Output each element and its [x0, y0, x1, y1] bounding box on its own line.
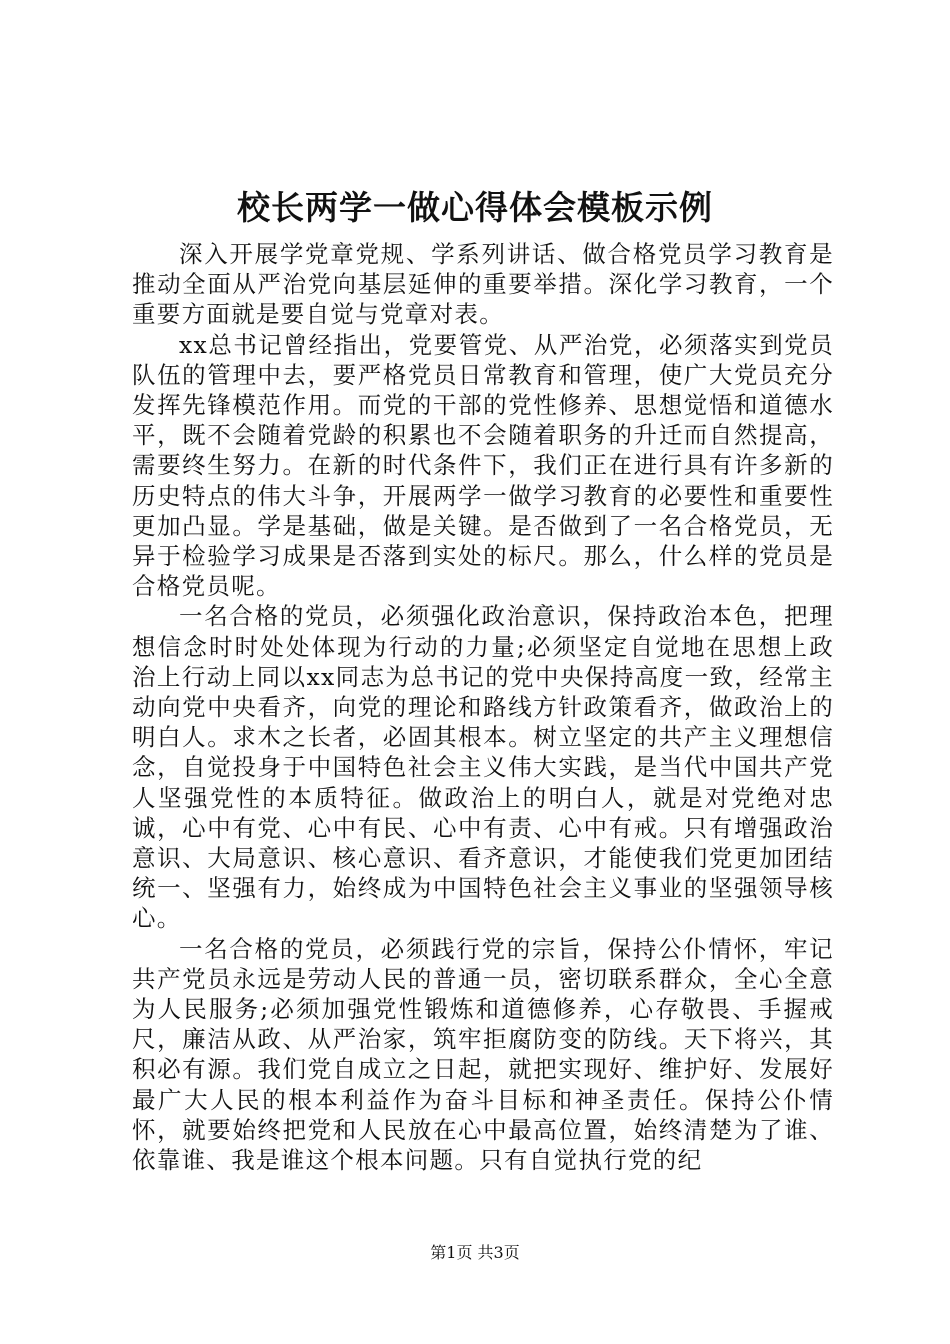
document-body	[132, 239, 834, 1175]
page-number-footer: 第1页 共3页	[430, 1243, 520, 1262]
paragraph: 一名合格的党员，必须践行党的宗旨，保持公仆情怀，牢记共产党员永远是劳动人民的普通一员，密切联系群众，全心全意为人民服务;必须加强党性锻炼和道德修养，心存敬畏、手握戒尺，廉洁从政、从严治家，筑牢拒腐防变的防线。天下将兴，其积必有源。我们党自成立之日起，就把实现好、维护好、发展好最广大人民的根本利益作为奋斗目标和神圣责任。保持公仆情怀，就要始终把党和人民放在心中最高位置，始终清楚为了谁、依靠谁、我是谁这个根本问题。只有自觉执行党的纪	[132, 934, 834, 1175]
paragraph: 深入开展学党章党规、学系列讲话、做合格党员学习教育是推动全面从严治党向基层延伸的重要举措。深化学习教育，一个重要方面就是要自觉与党章对表。	[132, 240, 834, 329]
paragraph: xx总书记曾经指出，党要管党、从严治党，必须落实到党员队伍的管理中去，要严格党员日常教育和管理，使广大党员充分发挥先锋模范作用。而党的干部的党性修养、思想觉悟和道德水平，既不会随着党龄的积累也不会随着职务的升迁而自然提高，需要终生努力。在新的时代条件下，我们正在进行具有许多新的历史特点的伟大斗争，开展两学一做学习教育的必要性和重要性更加凸显。学是基础，做是关键。是否做到了一名合格党员，无异于检验学习成果是否落到实处的标尺。那么，什么样的党员是合格党员呢。	[132, 330, 834, 601]
paragraph: 一名合格的党员，必须强化政治意识，保持政治本色，把理想信念时时处处体现为行动的力量;必须坚定自觉地在思想上政治上行动上同以xx同志为总书记的党中央保持高度一致，经常主动向党中央看齐，向党的理论和路线方针政策看齐，做政治上的明白人。求木之长者，必固其根本。树立坚定的共产主义理想信念，自觉投身于中国特色社会主义伟大实践，是当代中国共产党人坚强党性的本质特征。做政治上的明白人，就是对党绝对忠诚，心中有党、心中有民、心中有责、心中有戒。只有增强政治意识、大局意识、核心意识、看齐意识，才能使我们党更加团结统一、坚强有力，始终成为中国特色社会主义事业的坚强领导核心。	[132, 602, 834, 933]
document-title: 校长两学一做心得体会模板示例	[237, 188, 713, 227]
